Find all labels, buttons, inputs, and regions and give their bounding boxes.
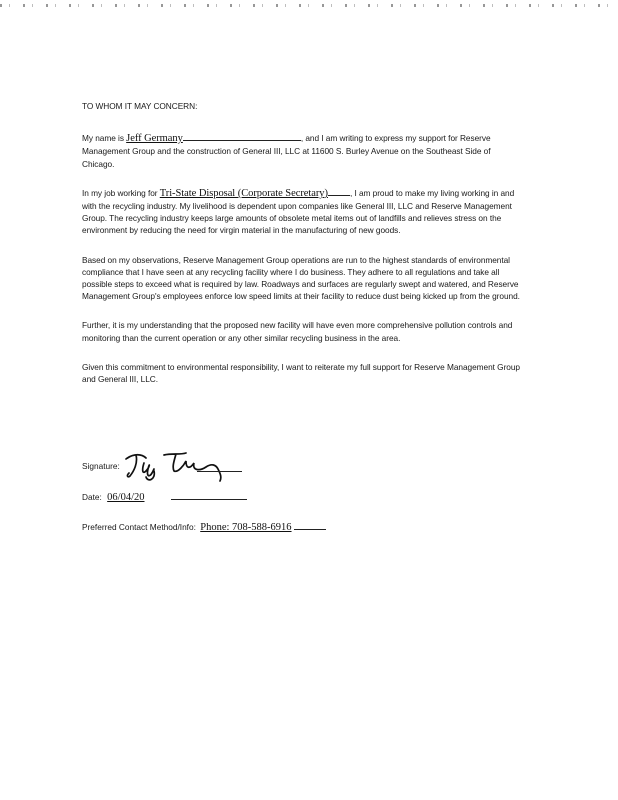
p1-text-start: My name is [82,133,127,144]
date-row [82,491,247,503]
date-label: Date: [82,492,102,502]
contact-row [82,521,326,533]
paragraph-observations: Based on my observations, Reserve Management Group operations are run to the highest standards of environmental compliance that I have seen at any recycling facility where I do business. They adhere to all regulations and take all possible steps to exceed what is required by law. Roadways and surfaces are regularly swept and watered, and Reserve Management Group's employees enforce low speed limits at their facility to reduce dust being kicked up from the ground. [82,254,520,302]
signature-row [82,461,120,471]
p1-text-end: , and I am writing to express my support for Reserve Management Group and the construction of General III, LLC at 11600 S. Burley Avenue on the Southeast Side of Chicago. [82,133,491,169]
handwritten-employer: Tri-State Disposal (Corporate Secretary) [159,187,328,199]
scan-artifact-line [0,4,618,7]
contact-label: Preferred Contact Method/Info: [82,522,196,532]
letter-greeting: TO WHOM IT MAY CONCERN: [82,101,198,111]
letter-body [82,100,524,402]
employer-blank-line [328,187,350,196]
date-blank-line [171,491,247,500]
paragraph-understanding: Further, it is my understanding that the proposed new facility will have even more comprehensive pollution controls and monitoring than the current operation or any other similar recycling business in the area. [82,320,513,343]
handwritten-date: 06/04/20 [107,492,145,503]
paragraph-employment [82,187,524,237]
paragraph-name [82,132,524,170]
p2-text-start: In my job working for [82,187,160,198]
signature-blank-line [197,463,242,472]
contact-blank-line [294,521,326,530]
p2-text-end: , I am proud to make my living working in and with the recycling industry. My livelihood is dependent upon companies like General III, LLC and Reserve Management Group. The recycling industry keeps large amounts of obsolete metal items out of landfills and relieves stress on the environment by reducing the need for virgin material in the manufacturing of new goods. [82,187,515,236]
handwritten-name: Jeff Germany [126,133,183,145]
paragraph-support: Given this commitment to environmental responsibility, I want to reiterate my full support for Reserve Management Group and General III, LLC. [82,361,520,385]
handwritten-contact: Phone: 708-588-6916 [200,522,292,533]
signature-label: Signature: [82,461,120,471]
name-blank-line [183,132,301,141]
